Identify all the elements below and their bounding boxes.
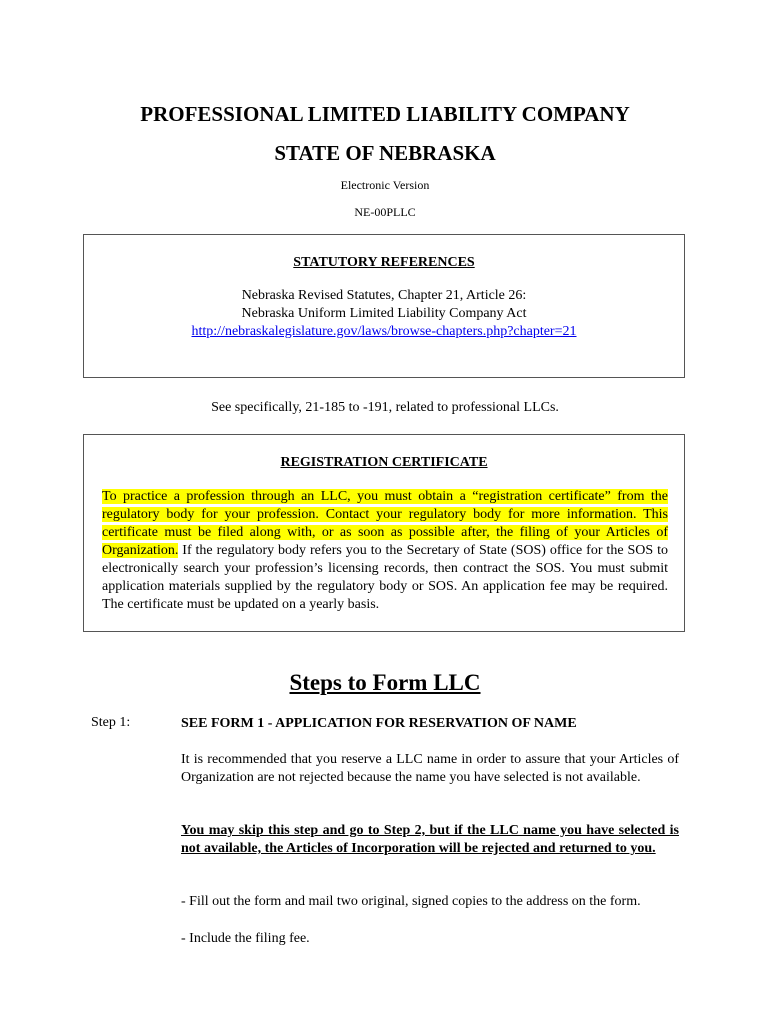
step-1-bullet-mail: - Fill out the form and mail two original, signed copies to the address on the form. [181, 894, 641, 909]
statutory-references-box [83, 234, 685, 378]
statutory-heading: STATUTORY REFERENCES [293, 255, 475, 270]
step-1-bullet-fee: - Include the filing fee. [181, 931, 310, 946]
highlighted-requirement: To practice a profession through an LLC, you must obtain a “registration certificate” from the regulatory body for your profession. Contact your regulatory body for more information. This certificate must be filed along with, or as soon as possible after, the filing of your Articles of Organization. [102, 489, 668, 558]
registration-paragraph [102, 488, 668, 614]
registration-heading: REGISTRATION CERTIFICATE [280, 455, 488, 470]
version-label: Electronic Version [340, 178, 430, 192]
state-title: STATE OF NEBRASKA [274, 141, 496, 165]
registration-certificate-box [83, 434, 685, 632]
step-1-recommendation: It is recommended that you reserve a LLC name in order to assure that your Articles of Organization are not rejected because the name you have selected is not available. [181, 752, 679, 785]
registration-details: If the regulatory body refers you to the Secretary of State (SOS) office for the SOS to electronically search your profession’s licensing records, then contract the SOS. You must submit application materials supplied by the regulatory body or SOS. An application fee may be required. The certificate must be updated on a yearly basis. [102, 543, 668, 612]
form-code: NE-00PLLC [354, 205, 416, 219]
steps-title: Steps to Form LLC [289, 670, 481, 695]
step-1-warning: You may skip this step and go to Step 2, but if the LLC name you have selected is not available, the Articles of Incorporation will be rejected and returned to you. [181, 823, 679, 856]
legislature-link[interactable]: http://nebraskalegislature.gov/laws/browse-chapters.php?chapter=21 [191, 324, 577, 339]
document-title: PROFESSIONAL LIMITED LIABILITY COMPANY [140, 102, 630, 126]
statute-line-1: Nebraska Revised Statutes, Chapter 21, Article 26: [241, 288, 527, 303]
step-1-heading: SEE FORM 1 - APPLICATION FOR RESERVATION OF NAME [181, 716, 577, 731]
step-1-label: Step 1: [91, 715, 131, 730]
see-specifically-note: See specifically, 21-185 to -191, related to professional LLCs. [211, 400, 559, 415]
statute-line-2: Nebraska Uniform Limited Liability Company Act [241, 306, 527, 321]
